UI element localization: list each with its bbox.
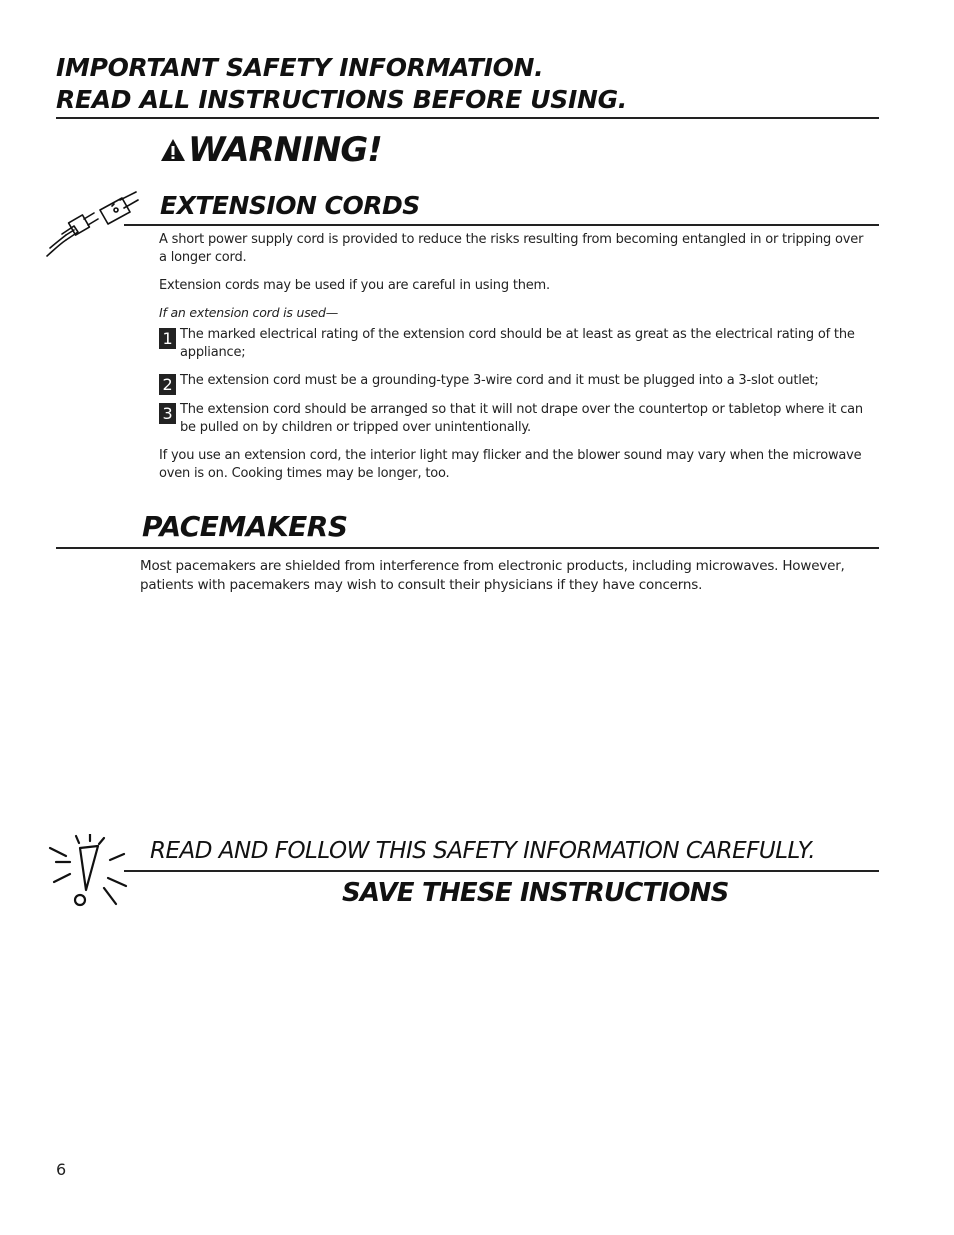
list-item-text: The extension cord must be a grounding-type 3-wire cord and it must be plugged into a 3-slot outlet; xyxy=(180,373,819,388)
extension-cords-title: EXTENSION CORDS xyxy=(160,191,420,220)
safety-reminder: READ AND FOLLOW THIS SAFETY INFORMATION CAREFULLY. xyxy=(150,838,816,864)
extension-cords-para-1: A short power supply cord is provided to reduce the risks resulting from becoming entangled in or tripping over a longer cord. xyxy=(159,232,864,265)
list-number-badge: 2 xyxy=(159,374,176,395)
list-item-text: The extension cord should be arranged so that it will not drape over the countertop or tabletop where it can be pulled on by children or tripped over unintentionally. xyxy=(180,402,863,435)
list-item xyxy=(159,372,874,395)
pacemakers-divider xyxy=(56,547,879,549)
list-number-badge: 3 xyxy=(159,403,176,424)
list-item xyxy=(159,401,874,437)
exclamation-alert-icon xyxy=(46,834,132,910)
warning-heading xyxy=(160,130,382,170)
save-instructions: SAVE THESE INSTRUCTIONS xyxy=(342,878,729,908)
header-line-2: READ ALL INSTRUCTIONS BEFORE USING. xyxy=(56,85,628,114)
header-divider xyxy=(56,117,879,119)
page-number: 6 xyxy=(56,1160,67,1179)
warning-title: WARNING! xyxy=(188,130,382,170)
warning-triangle-icon xyxy=(160,137,186,163)
pacemakers-title: PACEMAKERS xyxy=(142,510,348,543)
list-number-badge: 1 xyxy=(159,328,176,349)
plug-icon xyxy=(44,186,140,260)
pacemakers-text: Most pacemakers are shielded from interference from electronic products, including microwaves. However, patients with pacemakers may wish to consult their physicians if they have concerns. xyxy=(140,558,845,593)
extension-cords-divider xyxy=(124,224,879,226)
page-header xyxy=(56,52,886,116)
extension-cords-para-3: If you use an extension cord, the interior light may flicker and the blower sound may vary when the microwave oven is on. Cooking times may be longer, too. xyxy=(159,448,862,481)
extension-cords-para-2: Extension cords may be used if you are careful in using them. xyxy=(159,278,550,293)
header-line-1: IMPORTANT SAFETY INFORMATION. xyxy=(56,53,544,82)
list-item xyxy=(159,326,874,362)
footer-divider xyxy=(124,870,879,872)
list-item-text: The marked electrical rating of the extension cord should be at least as great as the electrical rating of the appliance; xyxy=(180,327,855,360)
extension-cords-intro: If an extension cord is used— xyxy=(159,305,339,320)
extension-cords-body xyxy=(159,231,874,483)
